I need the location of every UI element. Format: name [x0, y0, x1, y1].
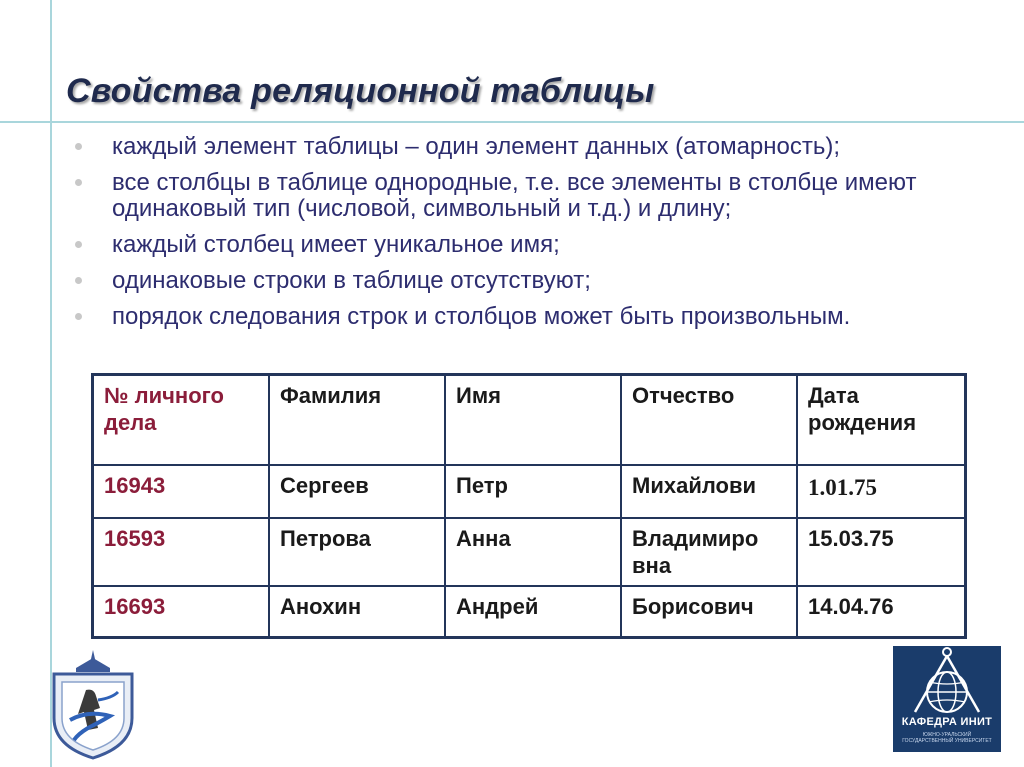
bullet-text: одинаковые строки в таблице отсутствуют;: [112, 267, 591, 294]
table-cell: Анна: [445, 518, 621, 586]
bullet-dot-icon: [75, 313, 82, 320]
department-logo-subtitle: ЮЖНО-УРАЛЬСКИЙ ГОСУДАРСТВЕННЫЙ УНИВЕРСИТЕТ: [902, 732, 992, 744]
header-cell-record-number: № личного дела: [93, 375, 270, 466]
table-cell: Михайлови: [621, 465, 797, 518]
bullet-item: [72, 268, 1002, 294]
table-row: [93, 586, 966, 638]
slide-title: Свойства реляционной таблицы: [66, 72, 655, 110]
header-cell-name: Имя: [445, 375, 621, 466]
bullet-item: [72, 134, 1002, 160]
table-cell: Сергеев: [269, 465, 445, 518]
bullet-text: все столбцы в таблице однородные, т.е. все элементы в столбце имеют одинаковый тип (числовой, символьный и т.д.) и длину;: [112, 169, 917, 222]
table-cell: 16593: [93, 518, 270, 586]
bullet-list: [72, 134, 1002, 340]
bullet-dot-icon: [75, 241, 82, 248]
table-cell: Андрей: [445, 586, 621, 638]
table-cell: 15.03.75: [797, 518, 966, 586]
bullet-item: [72, 232, 1002, 258]
table-row: [93, 465, 966, 518]
bullet-dot-icon: [75, 179, 82, 186]
table-row: [93, 518, 966, 586]
bullet-item: [72, 170, 1002, 222]
header-cell-surname: Фамилия: [269, 375, 445, 466]
bullet-dot-icon: [75, 143, 82, 150]
table-cell: 16693: [93, 586, 270, 638]
header-cell-patronymic: Отчество: [621, 375, 797, 466]
students-table: [91, 373, 967, 639]
table-cell: Петрова: [269, 518, 445, 586]
department-logo-caption: КАФЕДРА ИНИТ: [901, 716, 993, 728]
bullet-text: каждый элемент таблицы – один элемент данных (атомарность);: [112, 133, 841, 160]
horizontal-guide-line: [0, 121, 1024, 123]
table-cell: Петр: [445, 465, 621, 518]
table-cell: 1.01.75: [797, 465, 966, 518]
table-cell: Анохин: [269, 586, 445, 638]
bullet-dot-icon: [75, 277, 82, 284]
table-cell: Борисович: [621, 586, 797, 638]
table-cell: 16943: [93, 465, 270, 518]
compass-globe-icon: [893, 646, 1001, 716]
bullet-item: [72, 304, 1002, 330]
table-cell: Владимиро вна: [621, 518, 797, 586]
bullet-text: каждый столбец имеет уникальное имя;: [112, 231, 560, 258]
department-logo: [893, 646, 1001, 752]
bullet-text: порядок следования строк и столбцов может быть произвольным.: [112, 303, 851, 330]
table-cell: 14.04.76: [797, 586, 966, 638]
header-cell-birth-date: Дата рождения: [797, 375, 966, 466]
university-crest-icon: [48, 648, 138, 760]
table-header-row: [93, 375, 966, 466]
